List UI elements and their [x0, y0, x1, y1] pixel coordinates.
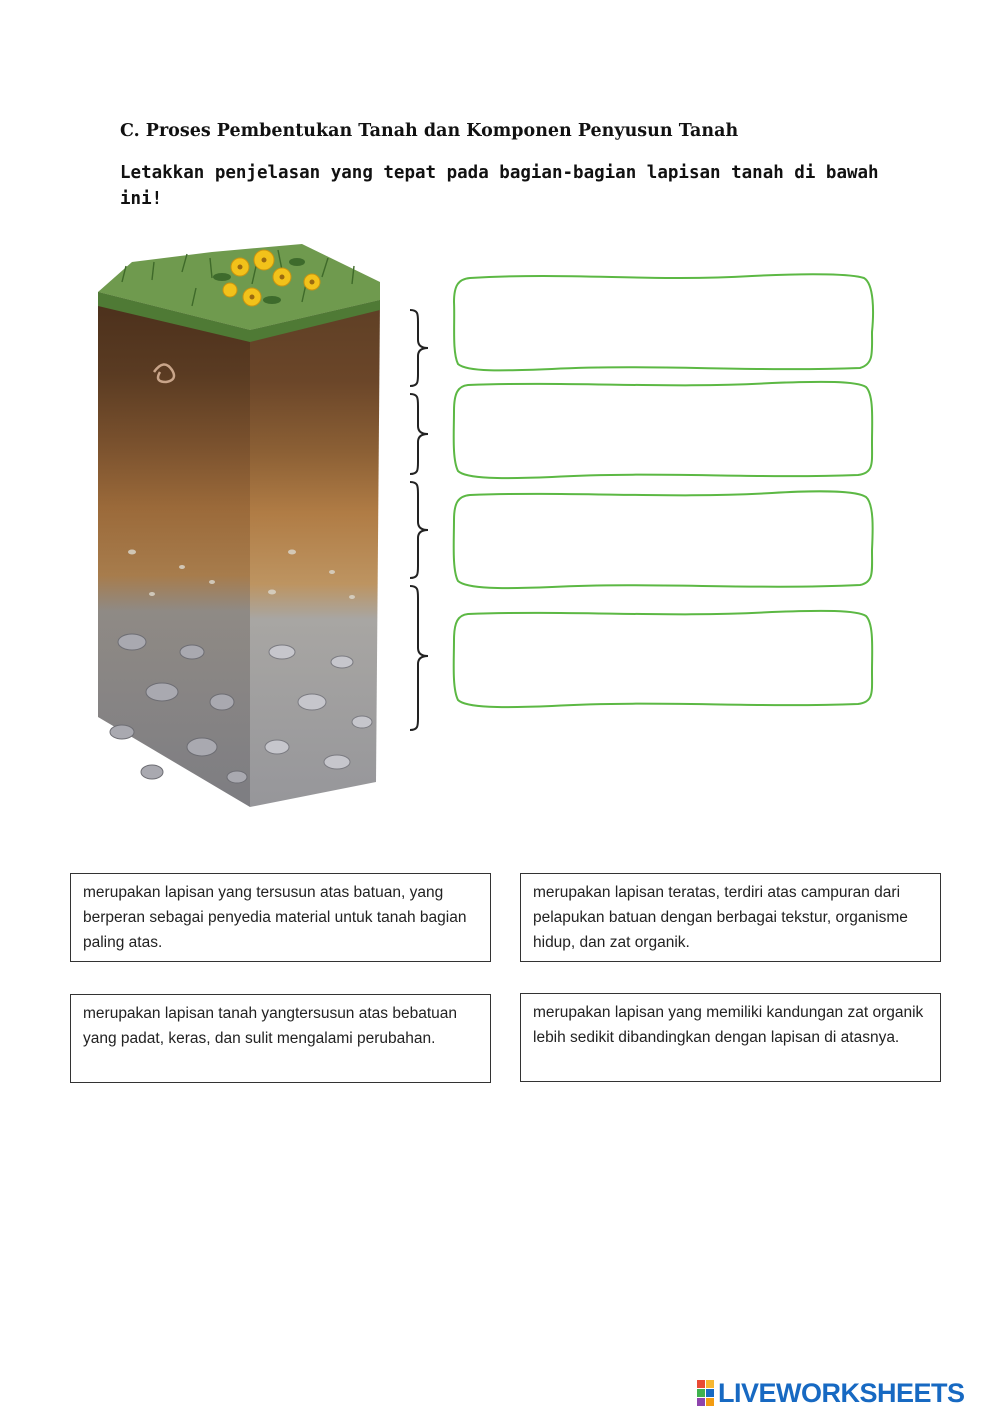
logo-mark-icon	[697, 1380, 714, 1406]
instruction-text: Letakkan penjelasan yang tepat pada bagian-bagian lapisan tanah di bawah ini!	[120, 163, 879, 209]
answer-drop-zone[interactable]	[452, 490, 875, 590]
brand-name: LIVEWORKSHEETS	[718, 1377, 965, 1408]
answer-card[interactable]: merupakan lapisan teratas, terdiri atas campuran dari pelapukan batuan dengan berbagai tekstur, organisme hidup, dan zat organik.	[520, 873, 941, 962]
answer-drop-zone[interactable]	[452, 272, 875, 372]
layer-brackets	[400, 300, 440, 744]
liveworksheets-logo	[697, 1378, 965, 1408]
section-title: C. Proses Pembentukan Tanah dan Komponen Penyusun Tanah	[120, 121, 739, 141]
answer-card[interactable]: merupakan lapisan tanah yangtersusun atas bebatuan yang padat, keras, dan sulit mengalami perubahan.	[70, 994, 491, 1083]
answer-card[interactable]: merupakan lapisan yang tersusun atas batuan, yang berperan sebagai penyedia material untuk tanah bagian paling atas.	[70, 873, 491, 962]
answer-drop-zone[interactable]	[452, 381, 875, 481]
answer-card[interactable]: merupakan lapisan yang memiliki kandungan zat organik lebih sedikit dibandingkan dengan lapisan di atasnya.	[520, 993, 941, 1082]
soil-profile-illustration	[92, 222, 392, 816]
answer-drop-zone[interactable]	[452, 610, 875, 710]
